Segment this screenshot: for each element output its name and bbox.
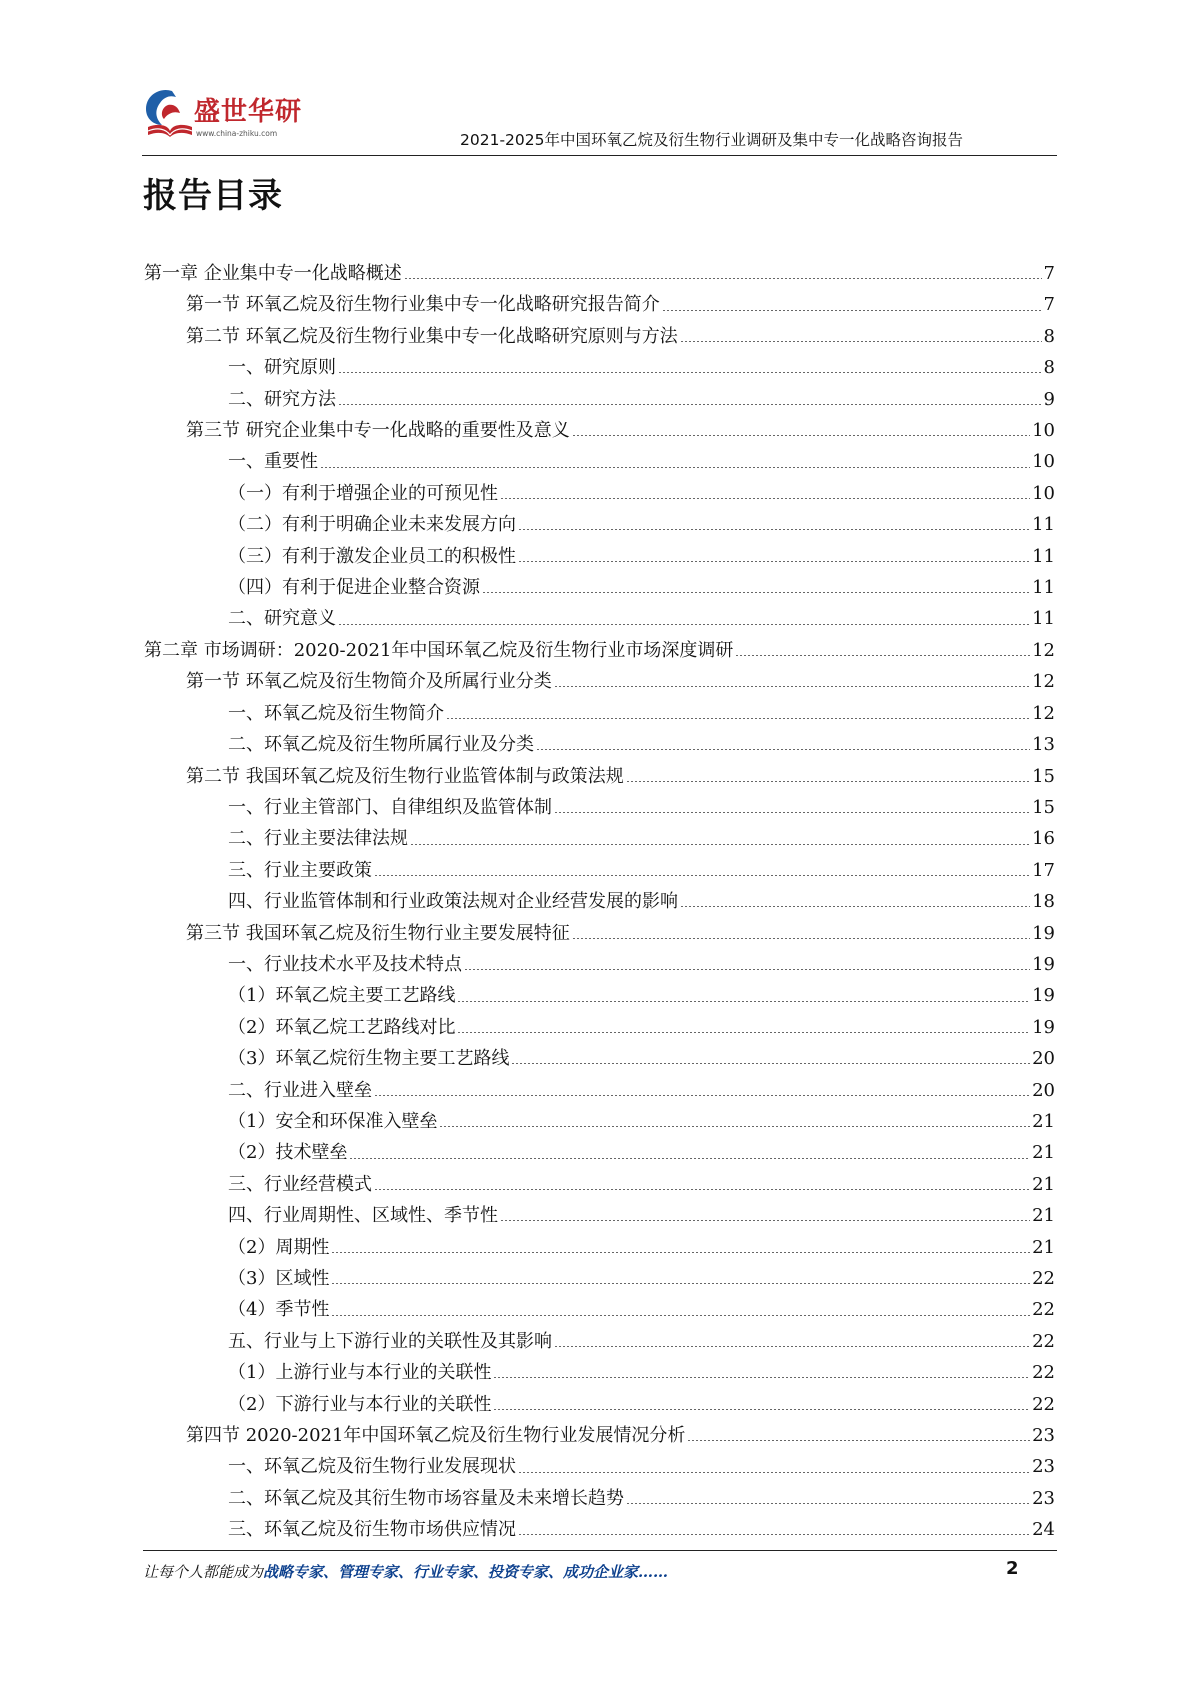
- toc-dot-leader: [554, 812, 1030, 813]
- toc-dot-leader: [680, 906, 1030, 907]
- toc-entry[interactable]: [144, 792, 1055, 823]
- toc-entry[interactable]: [144, 509, 1055, 540]
- toc-entry-title: 一、环氧乙烷及衍生物简介: [228, 702, 444, 724]
- toc-entry[interactable]: [144, 572, 1055, 603]
- toc-entry[interactable]: [144, 1389, 1055, 1420]
- toc-entry-page: 22: [1032, 1268, 1055, 1289]
- toc-entry-title: （2）周期性: [228, 1236, 330, 1258]
- header-divider: [142, 155, 1057, 156]
- toc-entry-page: 16: [1032, 828, 1055, 850]
- toc-entry-page: 21: [1032, 1173, 1055, 1195]
- toc-entry-title: 二、研究意义: [228, 608, 336, 630]
- toc-entry[interactable]: [144, 446, 1055, 477]
- company-logo: [142, 85, 312, 145]
- toc-entry-title: 三、环氧乙烷及衍生物市场供应情况: [228, 1519, 516, 1541]
- toc-entry-title: （2）环氧乙烷工艺路线对比: [228, 1016, 456, 1038]
- toc-entry-page: 22: [1032, 1299, 1055, 1321]
- toc-entry[interactable]: [144, 289, 1055, 320]
- toc-entry-page: 22: [1032, 1393, 1055, 1415]
- toc-entry-title: （3）区域性: [228, 1268, 330, 1289]
- toc-entry-title: 第二节 环氧乙烷及衍生物行业集中专一化战略研究原则与方法: [186, 325, 678, 347]
- toc-entry-title: （1）安全和环保准入壁垒: [228, 1110, 438, 1132]
- toc-entry-title: （四）有利于促进企业整合资源: [228, 577, 480, 599]
- toc-entry-page: 23: [1032, 1425, 1055, 1447]
- toc-entry-title: 第一节 环氧乙烷及衍生物行业集中专一化战略研究报告简介: [186, 294, 660, 316]
- toc-entry-title: 第三节 研究企业集中专一化战略的重要性及意义: [186, 420, 570, 442]
- toc-dot-leader: [331, 1252, 1030, 1253]
- toc-entry-page: 19: [1032, 922, 1055, 944]
- toc-entry-title: 第二章 市场调研：2020-2021年中国环氧乙烷及衍生物行业市场深度调研: [144, 639, 734, 661]
- toc-entry[interactable]: [144, 1420, 1055, 1451]
- toc-entry-page: 11: [1032, 608, 1055, 630]
- toc-dot-leader: [554, 1346, 1030, 1347]
- report-header-title: 2021-2025年中国环氧乙烷及衍生物行业调研及集中专一化战略咨询报告: [460, 131, 963, 149]
- toc-dot-leader: [446, 718, 1030, 719]
- toc-entry-title: 第三节 我国环氧乙烷及衍生物行业主要发展特征: [186, 922, 570, 944]
- toc-dot-leader: [518, 1472, 1030, 1473]
- toc-dot-leader: [482, 592, 1030, 593]
- toc-entry-page: 11: [1032, 577, 1055, 599]
- toc-entry[interactable]: [144, 1483, 1055, 1514]
- toc-entry[interactable]: [144, 949, 1055, 980]
- toc-entry-page: 21: [1032, 1110, 1055, 1132]
- toc-entry-title: （3）环氧乙烷衍生物主要工艺路线: [228, 1048, 510, 1070]
- toc-dot-leader: [493, 1409, 1030, 1410]
- toc-entry-title: 二、研究方法: [228, 388, 336, 410]
- toc-dot-leader: [338, 372, 1042, 373]
- toc-entry-title: 第一章 企业集中专一化战略概述: [144, 263, 402, 284]
- toc-entry[interactable]: [144, 886, 1055, 917]
- logo-name: 盛世华研: [194, 97, 303, 127]
- toc-dot-leader: [320, 467, 1030, 468]
- toc-entry-title: 二、环氧乙烷及其衍生物市场容量及未来增长趋势: [228, 1487, 624, 1509]
- page-number: 2: [1006, 1558, 1019, 1579]
- toc-dot-leader: [338, 624, 1030, 625]
- toc-entry[interactable]: [144, 1514, 1055, 1545]
- toc-entry[interactable]: [144, 855, 1055, 886]
- toc-dot-leader: [518, 529, 1030, 530]
- toc-dot-leader: [518, 1534, 1030, 1535]
- toc-entry-title: 五、行业与上下游行业的关联性及其影响: [228, 1330, 552, 1352]
- toc-dot-leader: [493, 1377, 1030, 1378]
- toc-entry-page: 10: [1032, 482, 1055, 504]
- toc-entry[interactable]: [144, 478, 1055, 509]
- toc-entry[interactable]: [144, 415, 1055, 446]
- toc-entry[interactable]: [144, 352, 1055, 383]
- toc-entry-page: 23: [1032, 1456, 1055, 1478]
- toc-entry-page: 11: [1032, 545, 1055, 567]
- footer-slogan-intro: 让每个人都能成为: [143, 1563, 264, 1581]
- toc-entry-page: 15: [1032, 796, 1055, 818]
- toc-dot-leader: [410, 844, 1030, 845]
- toc-entry[interactable]: [144, 1169, 1055, 1200]
- toc-dot-leader: [374, 1189, 1030, 1190]
- toc-entry-title: 第四节 2020-2021年中国环氧乙烷及衍生物行业发展情况分析: [186, 1425, 686, 1447]
- toc-entry-page: 22: [1032, 1330, 1055, 1352]
- toc-entry-title: （二）有利于明确企业未来发展方向: [228, 514, 516, 536]
- toc-entry-page: 8: [1043, 325, 1055, 347]
- toc-entry-page: 21: [1032, 1142, 1055, 1164]
- toc-entry-title: （2）技术壁垒: [228, 1142, 348, 1164]
- toc-entry-page: 18: [1032, 891, 1055, 913]
- toc-dot-leader: [572, 435, 1030, 436]
- toc-entry[interactable]: [144, 635, 1055, 666]
- toc-entry[interactable]: [144, 918, 1055, 949]
- toc-entry[interactable]: [144, 729, 1055, 760]
- toc-entry-title: 二、行业进入壁垒: [228, 1079, 372, 1101]
- toc-entry-title: （1）上游行业与本行业的关联性: [228, 1362, 492, 1384]
- toc-dot-leader: [404, 278, 1042, 279]
- toc-entry-page: 15: [1032, 765, 1055, 787]
- footer-slogan-highlight: 战略专家、管理专家、行业专家、投资专家、成功企业家……: [263, 1563, 669, 1581]
- toc-dot-leader: [511, 1063, 1030, 1064]
- toc-entry[interactable]: [144, 1232, 1055, 1263]
- toc-dot-leader: [331, 1315, 1030, 1316]
- toc-entry-page: 11: [1032, 514, 1055, 536]
- toc-entry-page: 19: [1032, 1016, 1055, 1038]
- toc-entry-page: 10: [1032, 451, 1055, 473]
- toc-entry[interactable]: [144, 1357, 1055, 1388]
- toc-entry-page: 19: [1032, 985, 1055, 1007]
- toc-entry-title: 三、行业经营模式: [228, 1173, 372, 1195]
- toc-entry-page: 22: [1032, 1362, 1055, 1384]
- toc-entry[interactable]: [144, 384, 1055, 415]
- toc-dot-leader: [536, 749, 1030, 750]
- toc-entry-page: 12: [1032, 671, 1055, 693]
- toc-dot-leader: [349, 1158, 1030, 1159]
- toc-dot-leader: [518, 561, 1030, 562]
- toc-entry[interactable]: [144, 1200, 1055, 1231]
- toc-entry[interactable]: [144, 1451, 1055, 1482]
- toc-entry-page: 20: [1032, 1079, 1055, 1101]
- toc-entry[interactable]: [144, 258, 1055, 289]
- toc-entry-title: 二、环氧乙烷及衍生物所属行业及分类: [228, 734, 534, 756]
- toc-entry[interactable]: [144, 1263, 1055, 1294]
- toc-dot-leader: [662, 310, 1042, 311]
- toc-entry-title: （1）环氧乙烷主要工艺路线: [228, 985, 456, 1007]
- toc-entry[interactable]: [144, 761, 1055, 792]
- toc-entry-title: 第一节 环氧乙烷及衍生物简介及所属行业分类: [186, 671, 552, 693]
- toc-entry[interactable]: [144, 698, 1055, 729]
- toc-dot-leader: [554, 686, 1030, 687]
- toc-dot-leader: [457, 1032, 1030, 1033]
- toc-entry-page: 19: [1032, 953, 1055, 975]
- toc-entry-title: 三、行业主要政策: [228, 859, 372, 881]
- logo-url: www.china-zhiku.com: [196, 129, 278, 138]
- toc-dot-leader: [572, 938, 1030, 939]
- toc-entry-page: 8: [1043, 357, 1055, 379]
- toc-entry[interactable]: [144, 603, 1055, 634]
- toc-entry-page: 12: [1032, 702, 1055, 724]
- toc-entry[interactable]: [144, 1043, 1055, 1074]
- toc-dot-leader: [464, 969, 1030, 970]
- toc-entry-page: 21: [1032, 1205, 1055, 1227]
- toc-entry[interactable]: [144, 1326, 1055, 1357]
- toc-dot-leader: [500, 1220, 1030, 1221]
- toc-entry[interactable]: [144, 321, 1055, 352]
- toc-entry[interactable]: [144, 1294, 1055, 1325]
- toc-entry[interactable]: [144, 980, 1055, 1011]
- toc-entry-title: （2）下游行业与本行业的关联性: [228, 1393, 492, 1415]
- toc-dot-leader: [338, 404, 1042, 405]
- toc-entry[interactable]: [144, 1075, 1055, 1106]
- toc-entry-page: 10: [1032, 420, 1055, 442]
- toc-entry-title: 一、行业技术水平及技术特点: [228, 953, 462, 975]
- toc-entry-page: 17: [1032, 859, 1055, 881]
- toc-dot-leader: [500, 498, 1030, 499]
- toc-entry[interactable]: [144, 666, 1055, 697]
- toc-dot-leader: [457, 1001, 1030, 1002]
- toc-entry-title: 第二节 我国环氧乙烷及衍生物行业监管体制与政策法规: [186, 765, 624, 787]
- toc-entry-title: 二、行业主要法律法规: [228, 828, 408, 850]
- toc-entry-page: 7: [1043, 263, 1055, 284]
- footer-divider: [143, 1550, 1057, 1551]
- table-of-contents: [144, 258, 1055, 1546]
- toc-entry-title: 一、研究原则: [228, 357, 336, 379]
- toc-dot-leader: [680, 341, 1042, 342]
- toc-entry-title: （三）有利于激发企业员工的积极性: [228, 545, 516, 567]
- toc-entry-title: （4）季节性: [228, 1299, 330, 1321]
- toc-entry[interactable]: [144, 823, 1055, 854]
- toc-entry[interactable]: [144, 1137, 1055, 1168]
- toc-entry-title: 一、行业主管部门、自律组织及监管体制: [228, 796, 552, 818]
- toc-dot-leader: [331, 1283, 1030, 1284]
- toc-dot-leader: [439, 1126, 1030, 1127]
- toc-entry-title: （一）有利于增强企业的可预见性: [228, 482, 498, 504]
- toc-entry-page: 12: [1032, 639, 1055, 661]
- toc-entry-page: 7: [1043, 294, 1055, 316]
- toc-dot-leader: [735, 655, 1030, 656]
- toc-entry-title: 四、行业监管体制和行业政策法规对企业经营发展的影响: [228, 891, 678, 913]
- toc-entry-page: 23: [1032, 1487, 1055, 1509]
- toc-entry-page: 24: [1032, 1519, 1055, 1541]
- toc-entry-page: 13: [1032, 734, 1055, 756]
- toc-dot-leader: [374, 1095, 1030, 1096]
- toc-dot-leader: [626, 1503, 1030, 1504]
- toc-entry-title: 一、重要性: [228, 451, 318, 473]
- toc-dot-leader: [374, 875, 1030, 876]
- logo-book-icon: [142, 85, 198, 143]
- toc-entry-page: 21: [1032, 1236, 1055, 1258]
- toc-dot-leader: [687, 1440, 1030, 1441]
- page-title: 报告目录: [143, 176, 283, 216]
- footer-slogan: [143, 1561, 668, 1582]
- toc-entry-page: 20: [1032, 1048, 1055, 1070]
- toc-entry-page: 9: [1043, 388, 1055, 410]
- toc-entry-title: 一、环氧乙烷及衍生物行业发展现状: [228, 1456, 516, 1478]
- toc-entry[interactable]: [144, 1106, 1055, 1137]
- toc-entry-title: 四、行业周期性、区域性、季节性: [228, 1205, 498, 1227]
- toc-entry[interactable]: [144, 541, 1055, 572]
- toc-entry[interactable]: [144, 1012, 1055, 1043]
- toc-dot-leader: [626, 781, 1030, 782]
